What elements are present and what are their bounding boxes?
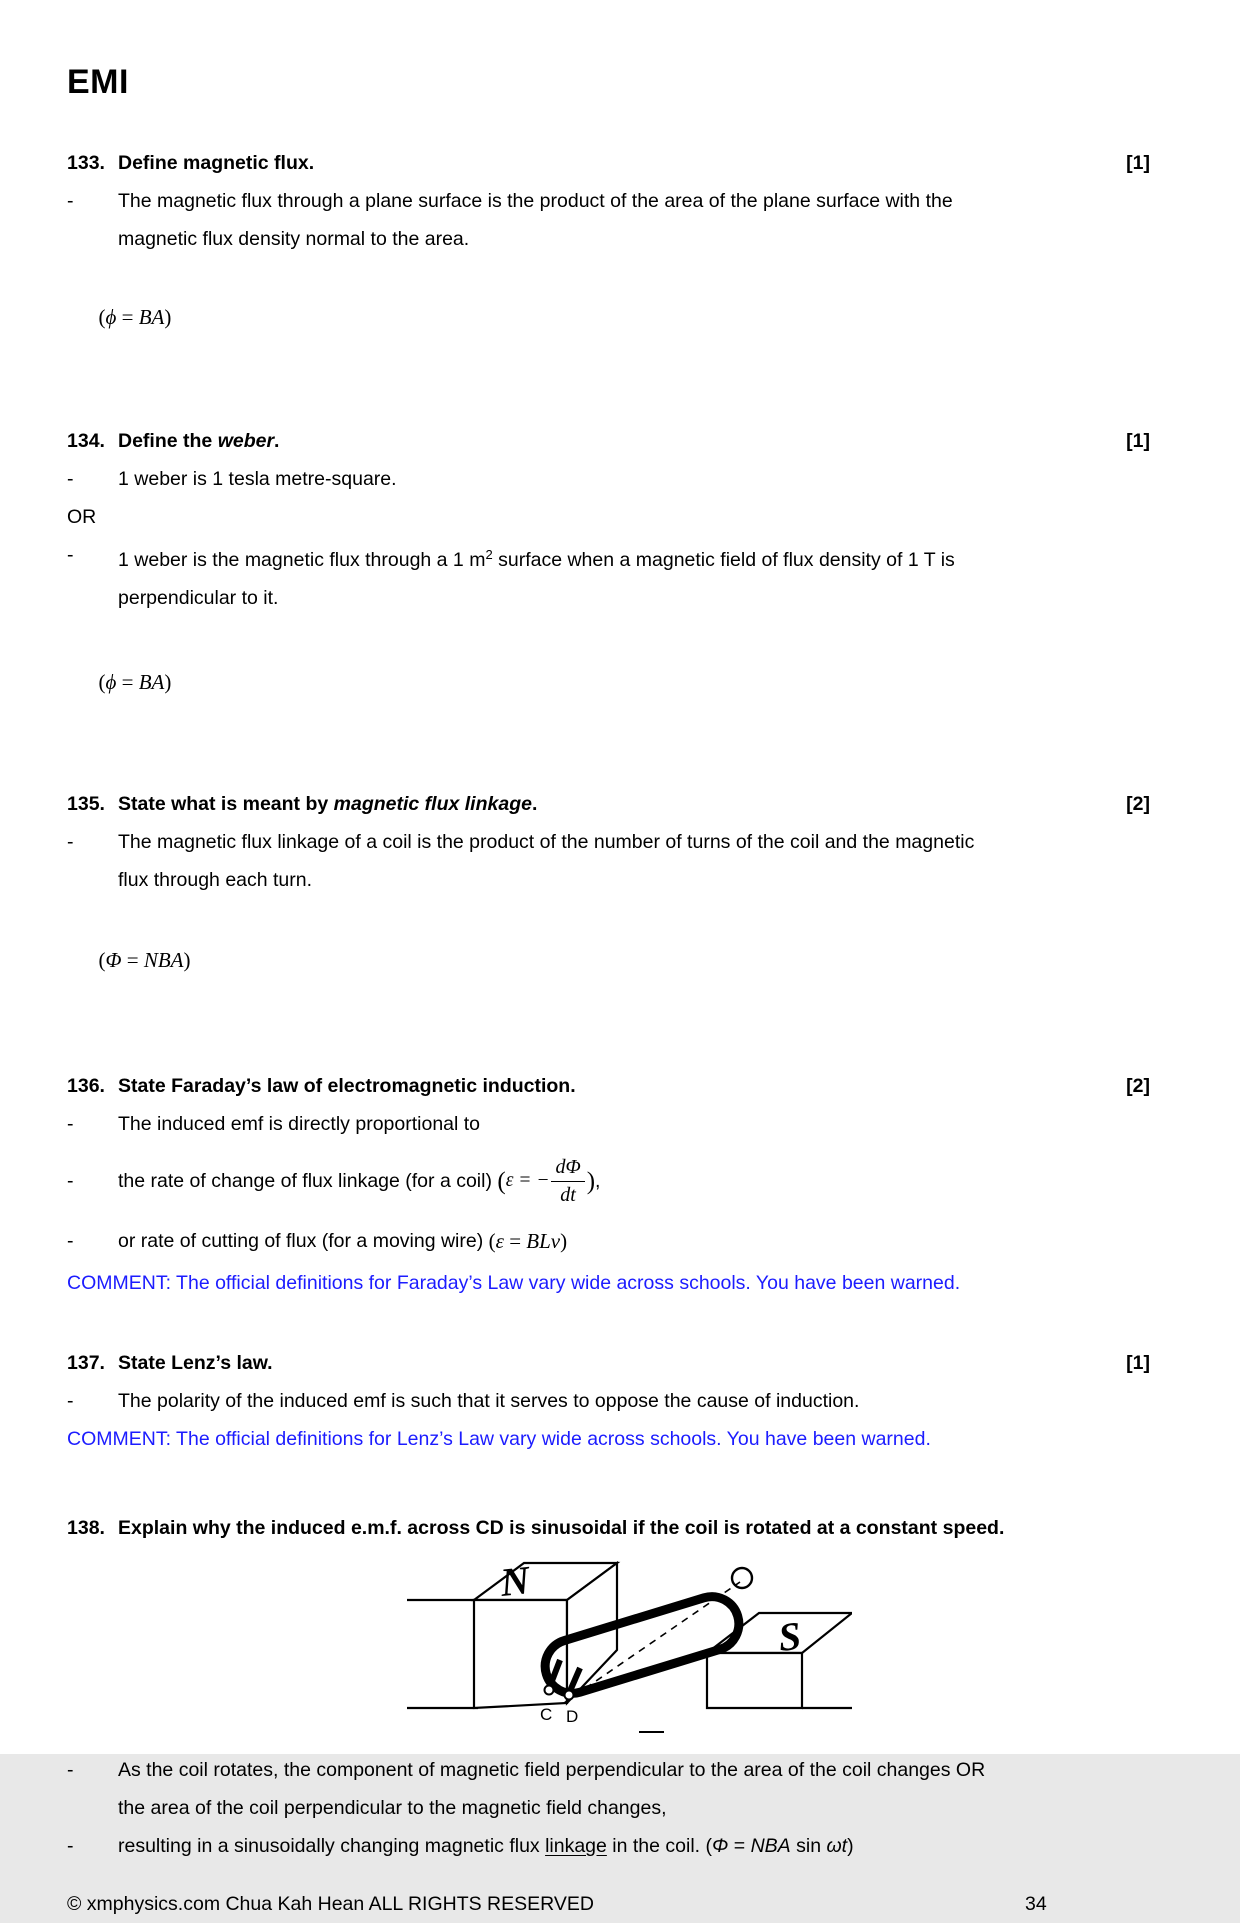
answer-text-continued: magnetic flux density normal to the area. [118,228,470,250]
terminal-c-circle [545,1686,554,1695]
left-yoke-lines [407,1600,478,1708]
phi-symbol: ϕ [105,670,117,694]
answer-bullet [67,823,1150,861]
answer-bullet-faraday-formula [67,1145,1150,1217]
question-title: Explain why the induced e.m.f. across CD is sinusoidal if the coil is rotated at a constant speed. [118,1517,1005,1539]
fraction-denominator: dt [560,1183,576,1206]
sin-text: sin [790,1835,827,1857]
equals-sign: = [116,670,139,694]
answer-text-continued: perpendicular to it. [118,587,279,609]
title-italic-term: weber [217,430,275,452]
paren-open: ( [98,948,106,972]
underlined-linkage: linkage [545,1835,607,1857]
answer-text-part: resulting in a sinusoidally changing magnetic flux [118,1835,546,1857]
question-137-heading [67,1344,1150,1382]
answer-text-continued: the area of the coil perpendicular to the magnetic field changes, [118,1797,667,1819]
question-title: State Faraday’s law of electromagnetic induction. [118,1075,576,1097]
formula-phi-ba [67,260,1150,374]
bullet-dash: - [67,468,74,490]
paren-open: ( [98,305,106,329]
answer-bullet [67,1105,1150,1143]
bullet-dash: - [67,1835,74,1857]
title-period: . [274,430,280,452]
superscript-2: 2 [485,547,493,562]
question-134-heading [67,422,1150,460]
phi-symbol: Φ [105,948,122,972]
answer-text-part: 1 weber is the magnetic flux through a 1 m [118,549,486,571]
question-135 [67,785,1150,1017]
paren-open: ( [98,670,106,694]
question-title: State Lenz’s law. [118,1352,273,1374]
formula-blv [489,1222,567,1260]
question-138-heading [67,1509,1150,1547]
comment-note-lenz: COMMENT: The official definitions for Lenz’s Law vary wide across schools. You have been warned. [67,1428,931,1450]
question-number: 138. [67,1517,105,1539]
paren-close: ) [183,948,191,972]
answer-bullet [67,460,1150,498]
formula-body: BLv [526,1229,561,1253]
marks-badge: [2] [1126,793,1150,815]
omega-t-symbol: ωt [826,1835,848,1857]
bullet-dash: - [67,1113,74,1135]
south-pole-label: S [776,1612,804,1660]
answer-text: The polarity of the induced emf is such that it serves to oppose the cause of induction. [118,1390,860,1412]
page-title: EMI [67,63,129,101]
title-text: Define the [118,430,218,452]
question-137 [67,1344,1150,1458]
marks-badge: [1] [1126,1352,1150,1374]
answer-text-continued: flux through each turn. [118,869,313,891]
comment-note-faraday: COMMENT: The official definitions for Faraday’s Law vary wide across schools. You have been warned. [67,1272,961,1294]
answer-text: As the coil rotates, the component of magnetic field perpendicular to the area of the coil changes OR [118,1759,986,1781]
equals-sign: = [116,305,139,329]
answer-bullet [67,1751,1150,1789]
bullet-dash: - [67,544,74,566]
nba-symbol: NBA [750,1835,791,1857]
copyright-text: © xmphysics.com Chua Kah Hean ALL RIGHTS RESERVED [67,1893,594,1915]
answer-text: The induced emf is directly proportional to [118,1113,481,1135]
paren-close: ) [164,670,172,694]
answer-bullet [67,1827,1150,1865]
bullet-dash: - [67,1759,74,1781]
paren-close: ) [847,1835,854,1857]
fraction-dphi-dt [551,1156,584,1207]
answer-text-part: in the coil. ( [606,1835,713,1857]
question-number: 135. [67,793,105,815]
bullet-dash: - [67,190,74,212]
formula-phi-nba [67,903,1150,1017]
question-136 [67,1067,1150,1302]
answer-text [118,536,955,579]
paren-open: ( [497,1167,506,1195]
formula-phi-ba [67,625,1150,739]
page-footer [67,1885,1150,1923]
marks-badge: [1] [1126,430,1150,452]
answer-text: The magnetic flux through a plane surface is the product of the area of the plane surface with the [118,190,953,212]
title-italic-term: magnetic flux linkage [333,793,532,815]
paren-close: ) [164,305,172,329]
epsilon-symbol: ε [495,1229,504,1253]
answer-bullet [67,182,1150,220]
phi-symbol: ϕ [105,305,117,329]
title-text: State what is meant by [118,793,334,815]
terminal-c-label: C [540,1705,553,1724]
question-134 [67,422,1150,739]
equals-minus-sign: = − [513,1170,550,1191]
page-number: 34 [1025,1893,1047,1915]
question-number: 134. [67,430,105,452]
paren-open: ( [488,1229,496,1253]
formula-body: NBA [143,948,184,972]
equals-sign: = [121,948,144,972]
phi-symbol: Φ [712,1835,729,1857]
title-period: . [531,793,538,815]
answer-bullet [67,536,1150,579]
epsilon-symbol: ε [505,1170,514,1191]
question-number: 133. [67,152,105,174]
question-title: Define magnetic flux. [118,152,315,174]
comma: , [595,1169,601,1192]
terminal-d-circle [565,1691,574,1700]
north-pole-label: N [498,1558,532,1605]
answer-bullet [67,1382,1150,1420]
equals-sign: = [503,1229,527,1253]
marks-badge: [1] [1126,152,1150,174]
slip-ring [732,1568,752,1588]
answer-text-part: surface when a magnetic field of flux density of 1 T is [492,549,955,571]
question-title [118,422,279,460]
question-number: 136. [67,1075,105,1097]
bullet-dash: - [67,831,74,853]
answer-bullet [67,1222,1150,1260]
magnet-coil-diagram [402,1558,852,1743]
formula-body: BA [138,305,165,329]
question-138 [67,1509,1150,1865]
formula-body: BA [138,670,165,694]
question-number: 137. [67,1352,105,1374]
bullet-dash: - [67,1169,74,1192]
answer-text [118,1827,854,1865]
terminal-d-label: D [566,1707,579,1726]
question-133-heading [67,144,1150,182]
answer-text: The magnetic flux linkage of a coil is the product of the number of turns of the coil and the magnetic [118,831,975,853]
equals-sign: = [728,1835,751,1857]
question-title [118,785,537,823]
answer-text: or rate of cutting of flux (for a moving wire) [118,1230,489,1252]
answer-text: 1 weber is 1 tesla metre-square. [118,468,397,490]
answer-text: the rate of change of flux linkage (for a coil) [118,1169,498,1192]
paren-close: ) [560,1229,568,1253]
bullet-dash: - [67,1230,74,1252]
bullet-dash: - [67,1390,74,1412]
question-135-heading [67,785,1150,823]
paren-close: ) [586,1167,596,1195]
question-136-heading [67,1067,1150,1105]
figure-rotating-coil [402,1558,852,1749]
south-magnet-front-face [707,1653,802,1708]
marks-badge: [2] [1126,1075,1150,1097]
fraction-numerator: dΦ [551,1156,584,1182]
or-separator: OR [67,506,97,528]
question-133 [67,144,1150,374]
